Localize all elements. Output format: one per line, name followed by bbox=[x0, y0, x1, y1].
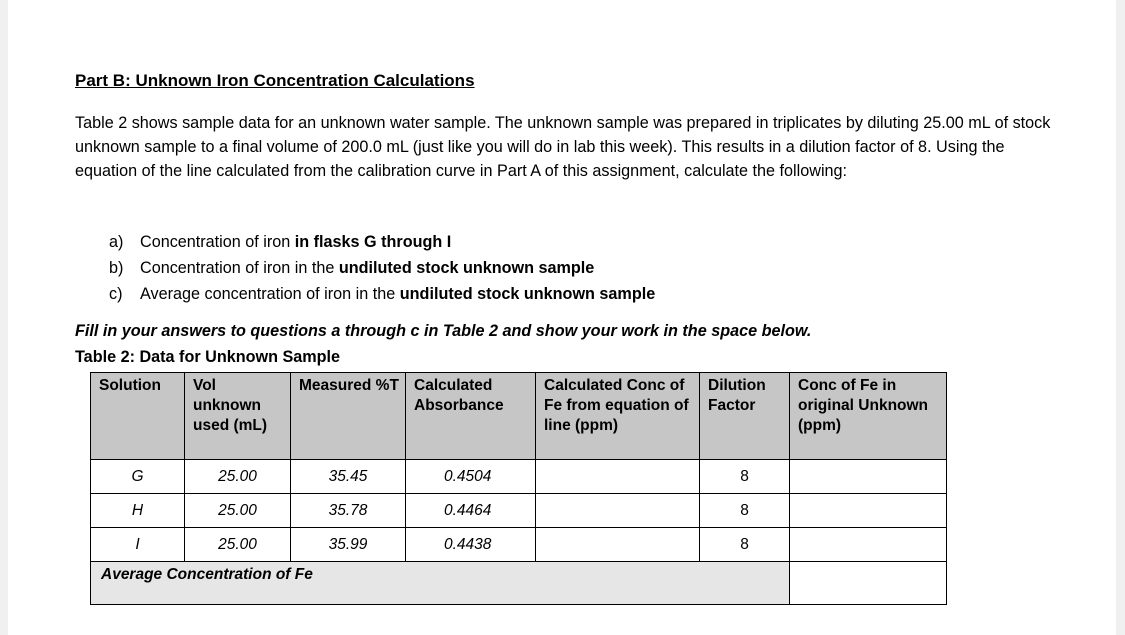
list-text: Concentration of iron in the bbox=[140, 259, 339, 277]
section-heading: Part B: Unknown Iron Concentration Calculations bbox=[75, 71, 475, 90]
list-marker: c) bbox=[109, 285, 123, 303]
unknown-sample-table bbox=[90, 372, 947, 605]
header-measured-t: Measured %T bbox=[291, 373, 406, 460]
cell-dilution: 8 bbox=[700, 494, 790, 528]
cell-calc-conc-input[interactable] bbox=[536, 460, 700, 494]
cell-percent-t: 35.78 bbox=[291, 494, 406, 528]
cell-solution: H bbox=[91, 494, 185, 528]
header-dilution-factor: Dilution Factor bbox=[700, 373, 790, 460]
cell-calc-conc-input[interactable] bbox=[536, 528, 700, 562]
cell-calc-conc-input[interactable] bbox=[536, 494, 700, 528]
list-text: Average concentration of iron in the bbox=[140, 285, 400, 303]
header-calculated-absorbance: Calculated Absorbance bbox=[406, 373, 536, 460]
cell-dilution: 8 bbox=[700, 528, 790, 562]
header-calculated-conc: Calculated Conc of Fe from equation of line (ppm) bbox=[536, 373, 700, 460]
list-item bbox=[109, 281, 655, 307]
cell-vol: 25.00 bbox=[185, 528, 291, 562]
table-row bbox=[91, 528, 947, 562]
cell-vol: 25.00 bbox=[185, 460, 291, 494]
table-row bbox=[91, 494, 947, 528]
list-text: Concentration of iron bbox=[140, 233, 295, 251]
cell-percent-t: 35.45 bbox=[291, 460, 406, 494]
intro-paragraph: Table 2 shows sample data for an unknown water sample. The unknown sample was prepared in triplicates by diluting 25.00 mL of stock unknown sample to a final volume of 200.0 mL (just like you will do in lab this week). This results in a dilution factor of 8. Using the equation of the line calculated from the calibration curve in Part A of this assignment, calculate the following: bbox=[75, 114, 1051, 180]
cell-dilution: 8 bbox=[700, 460, 790, 494]
cell-orig-conc-input[interactable] bbox=[790, 460, 947, 494]
average-concentration-input[interactable] bbox=[790, 562, 947, 605]
list-item bbox=[109, 255, 655, 281]
header-vol-unknown: Vol unknown used (mL) bbox=[185, 373, 291, 460]
cell-orig-conc-input[interactable] bbox=[790, 494, 947, 528]
average-concentration-label: Average Concentration of Fe bbox=[91, 562, 790, 605]
instruction-text: Fill in your answers to questions a through c in Table 2 and show your work in the space below. bbox=[75, 322, 812, 340]
cell-absorbance: 0.4504 bbox=[406, 460, 536, 494]
cell-orig-conc-input[interactable] bbox=[790, 528, 947, 562]
cell-solution: G bbox=[91, 460, 185, 494]
list-bold-text: in flasks G through I bbox=[294, 233, 452, 251]
cell-absorbance: 0.4464 bbox=[406, 494, 536, 528]
list-marker: b) bbox=[109, 259, 124, 277]
header-original-conc: Conc of Fe in original Unknown (ppm) bbox=[790, 373, 947, 460]
document-page bbox=[8, 0, 1116, 635]
cell-vol: 25.00 bbox=[185, 494, 291, 528]
list-item bbox=[109, 229, 655, 255]
cell-percent-t: 35.99 bbox=[291, 528, 406, 562]
table-header-row bbox=[91, 373, 947, 460]
header-solution: Solution bbox=[91, 373, 185, 460]
average-row bbox=[91, 562, 947, 605]
table-caption: Table 2: Data for Unknown Sample bbox=[75, 348, 341, 366]
list-marker: a) bbox=[109, 233, 124, 251]
table-row bbox=[91, 460, 947, 494]
cell-absorbance: 0.4438 bbox=[406, 528, 536, 562]
list-bold-text: undiluted stock unknown sample bbox=[338, 259, 595, 277]
list-bold-text: undiluted stock unknown sample bbox=[399, 285, 656, 303]
question-list bbox=[109, 229, 655, 307]
cell-solution: I bbox=[91, 528, 185, 562]
